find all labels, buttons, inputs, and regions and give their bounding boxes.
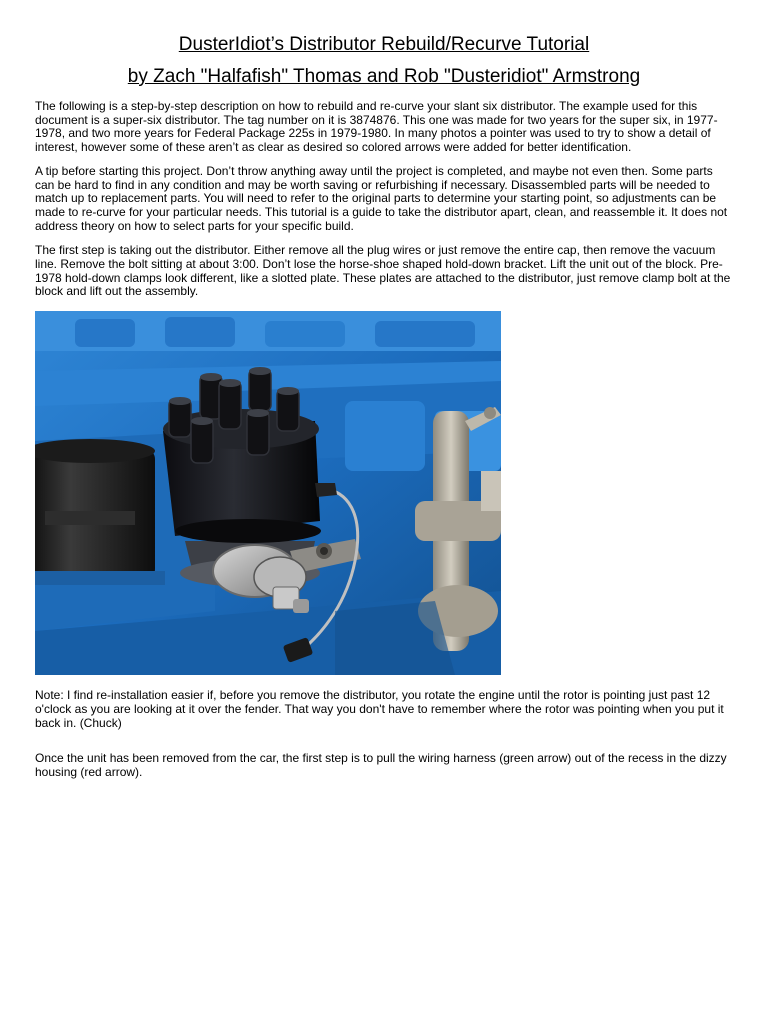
distributor-photo <box>35 311 501 675</box>
tip-paragraph: A tip before starting this project. Don’t throw anything away until the project is completed, and maybe not even then. Some parts can be hard to find in any condition and may be worth saving or refurbishing if necessary. Disassembled parts will be needed to match up to replacement parts. You will need to refer to the original parts to determine your starting point, so adjustments can be made to re-curve for your particular needs. This tutorial is a guide to take the distributor apart, clean, and reassemble it. It does not address theory on how to select parts for your specific build. <box>35 163 728 233</box>
note-paragraph: Note: I find re-installation easier if, before you remove the distributor, you rotate the engine until the rotor is pointing just past 12 o'clock as you are looking at it over the fender. That way you don't have to remember where the rotor was pointing when you put it back in. (Chuck) <box>35 688 724 730</box>
document-title: DusterIdiot’s Distributor Rebuild/Recurve Tutorial <box>178 34 590 55</box>
first-step-paragraph: The first step is taking out the distributor. Either remove all the plug wires or just remove the entire cap, then remove the vacuum line. Remove the bolt sitting at about 3:00. Don’t lose the horse-shoe shaped hold-down bracket. Lift the unit out of the block. Pre-1978 hold-down clamps look different, like a slotted plate. These plates are attached to the distributor, just remove clamp bolt at the block and lift out the assembly. <box>35 243 731 299</box>
intro-paragraph: The following is a step-by-step description on how to rebuild and re-curve your slant six distributor. The example used for this document is a super-six distributor. The tag number on it is 3874876. This one was made for two years for the super six, in 1977-1978, and two more years for Federal Package 225s in 1979-1980. In many photos a pointer was used to try to show a detail of interest, however some of these aren’t as clear as desired so colored arrows were added for better identification. <box>35 99 718 155</box>
document-byline: by Zach "Halfafish" Thomas and Rob "Dusteridiot" Armstrong <box>127 66 641 87</box>
wiring-harness-paragraph: Once the unit has been removed from the car, the first step is to pull the wiring harness (green arrow) out of the recess in the dizzy housing (red arrow). <box>35 751 727 779</box>
document-page <box>35 33 733 780</box>
